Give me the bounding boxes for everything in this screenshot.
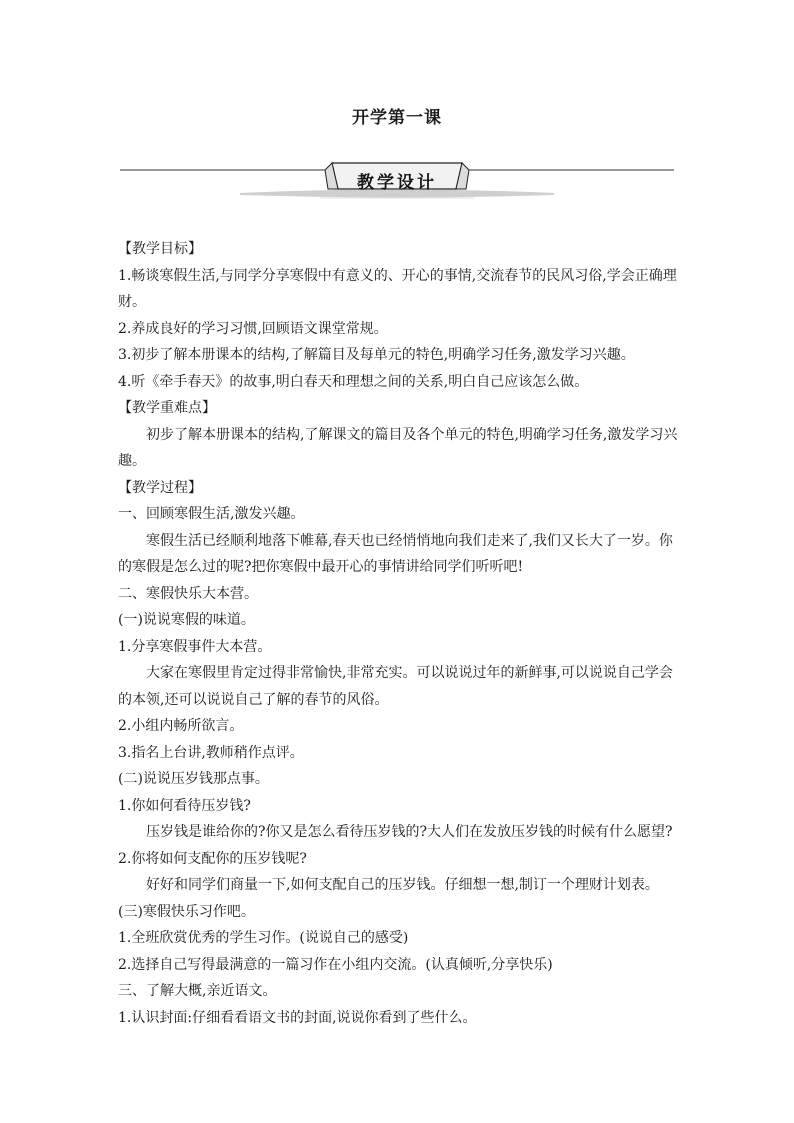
- process-line: (三)寒假快乐习作吧。: [118, 903, 255, 920]
- process-line: 2.小组内畅所欲言。: [118, 718, 244, 734]
- process-line: 1.认识封面:仔细看看语文书的封面,说说你看到了些什么。: [118, 1009, 477, 1026]
- objective-item: 3.初步了解本册课本的结构,了解篇目及每单元的特色,明确学习任务,激发学习兴趣。: [118, 347, 635, 363]
- process-line: 2.你将如何支配你的压岁钱呢?: [118, 850, 307, 867]
- key-points-heading: 【教学重难点】: [118, 400, 216, 416]
- process-line: 大家在寒假里肯定过得非常愉快,非常充实。可以说说过年的新鲜事,可以说说自己学会的本领,还可以说说自己了解的春节的风俗。: [118, 665, 673, 708]
- process-line: (二)说说压岁钱那点事。: [118, 771, 269, 787]
- process-line: 二、寒假快乐大本营。: [118, 585, 258, 602]
- process-line: 寒假生活已经顺利地落下帷幕,春天也已经悄悄地向我们走来了,我们又长大了一岁。你的寒假是怎么过的呢?把你寒假中最开心的事情讲给同学们听听吧!: [118, 532, 673, 575]
- process-line: 三、了解大概,亲近语文。: [118, 983, 277, 999]
- lesson-content: [118, 236, 678, 1031]
- process-line: 一、回顾寒假生活,激发兴趣。: [118, 506, 305, 522]
- process-line: (一)说说寒假的味道。: [118, 612, 255, 628]
- objectives-heading: 【教学目标】: [118, 241, 202, 257]
- key-points-text: 初步了解本册课本的结构,了解课文的篇目及各个单元的特色,明确学习任务,激发学习兴趣。: [118, 426, 678, 469]
- process-line: 1.全班欣赏优秀的学生习作。(说说自己的感受): [118, 930, 409, 946]
- page-title: 开学第一课: [352, 108, 442, 128]
- process-line: 好好和同学们商量一下,如何支配自己的压岁钱。仔细想一想,制订一个理财计划表。: [146, 877, 659, 893]
- process-line: 1.分享寒假事件大本营。: [118, 638, 272, 655]
- banner-label: 教学设计: [357, 173, 437, 193]
- process-list: [118, 501, 678, 1031]
- section-banner: [120, 160, 674, 204]
- process-heading: 【教学过程】: [118, 479, 202, 496]
- objective-item: 1.畅谈寒假生活,与同学分享寒假中有意义的、开心的事情,交流春节的民风习俗,学会正确理财。: [118, 267, 677, 310]
- process-line: 3.指名上台讲,教师稍作点评。: [118, 744, 304, 761]
- objective-item: 4.听《牵手春天》的故事,明白春天和理想之间的关系,明白自己应该怎么做。: [118, 373, 589, 390]
- process-line: 压岁钱是谁给你的?你又是怎么看待压岁钱的?大人们在发放压岁钱的时候有什么愿望?: [146, 824, 673, 840]
- process-line: 1.你如何看待压岁钱?: [118, 797, 251, 814]
- process-line: 2.选择自己写得最满意的一篇习作在小组内交流。(认真倾听,分享快乐): [118, 956, 553, 973]
- objective-item: 2.养成良好的学习习惯,回顾语文课堂常规。: [118, 320, 388, 337]
